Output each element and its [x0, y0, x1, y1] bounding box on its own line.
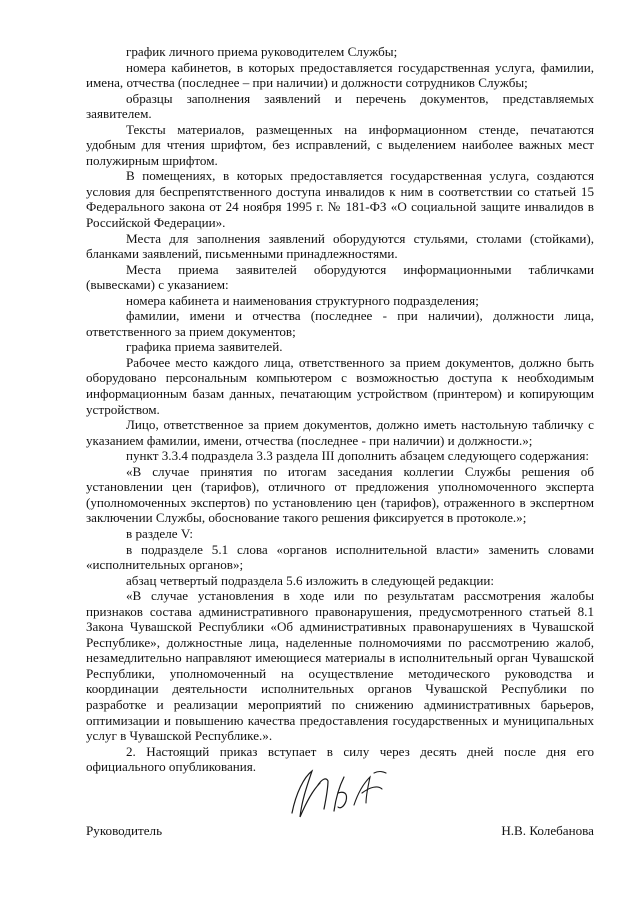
paragraph: Лицо, ответственное за прием документов, должно иметь настольную табличку с указанием фамилии, имени, отчества (последнее - при наличии) и должности.»;: [86, 417, 594, 448]
paragraph: номера кабинета и наименования структурного подразделения;: [126, 292, 479, 308]
paragraph: фамилии, имени и отчества (последнее - при наличии), должности лица, ответственного за прием документов;: [86, 308, 594, 339]
paragraph: «В случае принятия по итогам заседания коллегии Службы решения об установлении цен (тарифов), отличного от предложения уполномоченного эксперта (уполномоченных экспертов) по установлению цен (тарифов), отраженного в экспертном заключении Службы, обоснование такого решения фиксируется в протоколе.»;: [86, 463, 594, 526]
paragraph: пункт 3.3.4 подраздела 3.3 раздела III дополнить абзацем следующего содержания:: [126, 448, 590, 464]
paragraph: графика приема заявителей.: [126, 339, 283, 355]
paragraph: график личного приема руководителем Службы;: [126, 44, 398, 59]
signatory-name: Н.В. Колебанова: [501, 823, 594, 838]
paragraph: «В случае установления в ходе или по результатам рассмотрения жалобы признаков состава административного правонарушения, предусмотренного статьей 8.1 Закона Чувашской Республики «Об административных правонарушениях в Чувашской Республике», должностные лица, наделенные полномочиями по рассмотрению жалоб, незамедлительно направляют имеющиеся материалы в исполнительный орган Чувашской Республики, уполномоченный на осуществление методического руководства и координации деятельности исполнительных органов Чувашской Республики по разработке и реализации мероприятий по снижению административных барьеров, оптимизации и повышению качества предоставления государственных и муниципальных услуг в Чувашской Республике.».: [86, 588, 594, 744]
paragraph: в разделе V:: [126, 525, 193, 541]
paragraph: Рабочее место каждого лица, ответственного за прием документов, должно быть оборудовано персональным компьютером с возможностью доступа к необходимым информационным базам данных, печатающим устройством (принтером) и копирующим устройством.: [86, 354, 594, 417]
paragraph: номера кабинетов, в которых предоставляется государственная услуга, фамилии, имена, отчества (последнее – при наличии) и должности сотрудников Службы;: [86, 59, 594, 91]
paragraph: в подразделе 5.1 слова «органов исполнительной власти» заменить словами «исполнительных органов»;: [86, 541, 594, 573]
signature: [282, 763, 410, 825]
paragraph: Места для заполнения заявлений оборудуются стульями, столами (стойками), бланками заявлений, письменными принадлежностями.: [86, 230, 594, 262]
paragraph: Тексты материалов, размещенных на информационном стенде, печатаются удобным для чтения шрифтом, без исправлений, с выделением наиболее важных мест полужирным шрифтом.: [86, 121, 594, 168]
paragraph: Места приема заявителей оборудуются информационными табличками (вывесками) с указанием:: [86, 261, 594, 293]
paragraph: образцы заполнения заявлений и перечень документов, представляемых заявителем.: [86, 90, 594, 122]
paragraph: абзац четвертый подраздела 5.6 изложить в следующей редакции:: [126, 572, 495, 588]
document-body: [86, 44, 594, 775]
paragraph: В помещениях, в которых предоставляется государственная услуга, создаются условия для беспрепятственного доступа инвалидов к ним в соответствии со статьей 15 Федерального закона от 24 ноября 1995 г. № 181-ФЗ «О социальной защите инвалидов в Российской Федерации».: [86, 168, 594, 231]
paragraph: 2. Настоящий приказ вступает в силу через десять дней после дня его официального опубликования.: [86, 743, 594, 775]
signatory-position: Руководитель: [86, 823, 163, 838]
